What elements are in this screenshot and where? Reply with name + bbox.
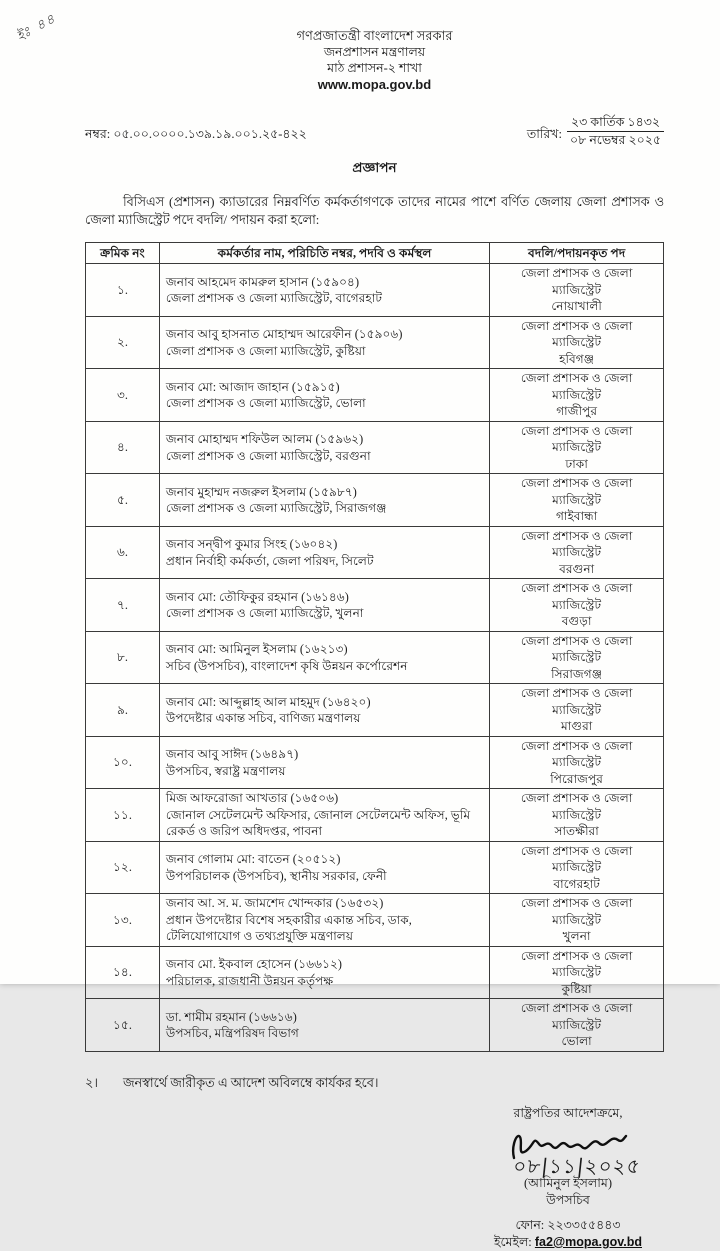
officer-current-post: পরিচালক, রাজধানী উন্নয়ন কর্তৃপক্ষ xyxy=(165,973,334,988)
officer-name: মিজ আফরোজা আখতার (১৬৫০৬) xyxy=(165,791,339,806)
serial-cell: ১৪. xyxy=(86,946,160,999)
table-row xyxy=(86,579,664,632)
serial-cell: ১১. xyxy=(86,789,160,842)
officer-current-post: সচিব (উপসচিব), বাংলাদেশ কৃষি উন্নয়ন কর্পোরেশন xyxy=(165,658,408,673)
new-post-district: নোয়াখালী xyxy=(551,299,602,314)
officer-cell xyxy=(159,474,489,527)
serial-cell: ৭. xyxy=(86,579,160,632)
table-row xyxy=(86,946,664,999)
table-row xyxy=(86,631,664,684)
officer-current-post: উপদেষ্টার একান্ত সচিব, বাণিজ্য মন্ত্রণালয় xyxy=(165,711,361,726)
new-post-district: সিরাজগঞ্জ xyxy=(551,666,603,681)
officer-cell xyxy=(159,264,489,317)
by-order-text: রাষ্ট্রপতির আদেশক্রমে, xyxy=(513,1105,623,1120)
new-post-district: গাজীপুর xyxy=(556,404,598,419)
new-post-title: জেলা প্রশাসক ও জেলা ম্যাজিস্ট্রেট xyxy=(520,581,633,612)
table-row xyxy=(86,894,664,947)
officer-current-post: জেলা প্রশাসক ও জেলা ম্যাজিস্ট্রেট, খুলনা xyxy=(165,606,364,621)
new-post-cell xyxy=(490,264,664,317)
officers-transfer-table xyxy=(85,242,664,1052)
memo-meta-row xyxy=(85,115,664,148)
government-name: গণপ্রজাতন্ত্রী বাংলাদেশ সরকার xyxy=(296,28,453,43)
new-post-cell xyxy=(490,999,664,1052)
ministry-name: জনপ্রশাসন মন্ত্রণালয় xyxy=(323,45,426,59)
phone-value: ২২৩৩৫৫৪৪৩ xyxy=(547,1217,621,1232)
new-post-district: গাইবান্ধা xyxy=(555,509,598,524)
officer-current-post: জেলা প্রশাসক ও জেলা ম্যাজিস্ট্রেট, বাগেরহাট xyxy=(165,291,382,306)
serial-cell: ৩. xyxy=(86,369,160,422)
table-header-row xyxy=(86,242,664,264)
officer-cell xyxy=(159,946,489,999)
officer-cell xyxy=(159,579,489,632)
handwritten-date: ০৮|১১|২০২৫ xyxy=(512,1153,643,1178)
new-post-district: ভোলা xyxy=(561,1034,592,1049)
new-post-district: হবিগঞ্জ xyxy=(559,351,595,366)
officer-current-post: জেলা প্রশাসক ও জেলা ম্যাজিস্ট্রেট, ভোলা xyxy=(165,396,366,411)
new-post-title: জেলা প্রশাসক ও জেলা ম্যাজিস্ট্রেট xyxy=(520,633,633,665)
col-header-officer: কর্মকর্তার নাম, পরিচিতি নম্বর, পদবি ও কর্মস্থল xyxy=(159,242,489,264)
officer-current-post: উপসচিব, স্বরাষ্ট্র মন্ত্রণালয় xyxy=(165,763,286,778)
new-post-title: জেলা প্রশাসক ও জেলা ম্যাজিস্ট্রেট xyxy=(520,686,633,717)
new-post-title: জেলা প্রশাসক ও জেলা ম্যাজিস্ট্রেট xyxy=(520,1001,633,1032)
document-letterhead xyxy=(85,28,664,93)
new-post-cell xyxy=(490,369,664,422)
officer-current-post: প্রধান উপদেষ্টার বিশেষ সহকারীর একান্ত সচিব, ডাক, টেলিযোগাযোগ ও তথ্যপ্রযুক্তি মন্ত্রণালয় xyxy=(165,912,412,944)
date-gregorian: ০৮ নভেম্বর ২০২৫ xyxy=(569,133,661,147)
new-post-district: কুষ্টিয়া xyxy=(561,981,592,996)
intro-paragraph: বিসিএস (প্রশাসন) ক্যাডারের নিম্নবর্ণিত কর্মকর্তাগণকে তাদের নামের পাশে বর্ণিত জেলায় জেলা প্রশাসক ও জেলা ম্যাজিস্ট্রেট পদে বদলি/ পদায়ন করা হলো: xyxy=(85,195,664,227)
new-post-title: জেলা প্রশাসক ও জেলা ম্যাজিস্ট্রেট xyxy=(520,371,633,402)
officer-name: জনাব মো. ইকবাল হোসেন (১৬৬১২) xyxy=(165,957,342,972)
new-post-district: মাগুরা xyxy=(560,719,593,734)
serial-cell: ১৩. xyxy=(86,894,160,947)
new-post-cell xyxy=(490,841,664,894)
officer-name: জনাব মো: আমিনুল ইসলাম (১৬২১৩) xyxy=(165,642,348,657)
officer-cell xyxy=(159,894,489,947)
officer-name: জনাব মুহাম্মদ নজরুল ইসলাম (১৫৯৮৭) xyxy=(165,484,357,499)
officer-name: জনাব মোহাম্মদ শফিউল আলম (১৫৯৬২) xyxy=(165,432,364,447)
officer-current-post: জেলা প্রশাসক ও জেলা ম্যাজিস্ট্রেট, কুষ্টিয়া xyxy=(165,343,366,358)
new-post-district: বাগেরহাট xyxy=(553,876,600,891)
phone-label: ফোন: xyxy=(515,1217,545,1232)
officer-current-post: প্রধান নির্বাহী কর্মকর্তা, জেলা পরিষদ, সিলেট xyxy=(165,553,374,568)
date-bangla: ২৩ কার্তিক ১৪৩২ xyxy=(567,115,664,132)
officer-cell xyxy=(159,369,489,422)
new-post-cell xyxy=(490,894,664,947)
officer-name: জনাব আবু হাসনাত মোহাম্মদ আরেফীন (১৫৯০৬) xyxy=(165,327,403,342)
officer-current-post: জেলা প্রশাসক ও জেলা ম্যাজিস্ট্রেট, বরগুনা xyxy=(165,448,371,463)
officer-cell xyxy=(159,631,489,684)
col-header-serial: ক্রমিক নং xyxy=(86,242,160,264)
memo-number xyxy=(85,126,307,148)
new-post-title: জেলা প্রশাসক ও জেলা ম্যাজিস্ট্রেট xyxy=(520,843,633,875)
website-url: www.mopa.gov.bd xyxy=(317,77,432,92)
new-post-title: জেলা প্রশাসক ও জেলা ম্যাজিস্ট্রেট xyxy=(520,738,633,770)
document-title: প্রজ্ঞাপন xyxy=(352,160,397,175)
new-post-district: পিরোজপুর xyxy=(550,771,604,786)
serial-cell: ৬. xyxy=(86,526,160,579)
table-row xyxy=(86,841,664,894)
email-label: ইমেইল: xyxy=(494,1234,532,1249)
signature-block xyxy=(494,1105,642,1251)
new-post-cell xyxy=(490,736,664,789)
signatory-designation: উপসচিব xyxy=(546,1192,590,1207)
new-post-district: ঢাকা xyxy=(565,456,588,471)
table-row xyxy=(86,526,664,579)
officer-name: জনাব গোলাম মো: বাতেন (২০৫১২) xyxy=(165,852,341,867)
officer-name: ডা. শামীম রহমান (১৬৬১৬) xyxy=(165,1009,297,1024)
new-post-title: জেলা প্রশাসক ও জেলা ম্যাজিস্ট্রেট xyxy=(520,266,633,297)
paragraph-text: জনস্বার্থে জারীকৃত এ আদেশ অবিলম্বে কার্যকর হবে। xyxy=(123,1075,379,1090)
new-post-title: জেলা প্রশাসক ও জেলা ম্যাজিস্ট্রেট xyxy=(520,896,633,927)
officer-cell xyxy=(159,999,489,1052)
officer-table-body xyxy=(86,264,664,1052)
table-row xyxy=(86,264,664,317)
signature-area xyxy=(85,1105,664,1251)
table-row xyxy=(86,474,664,527)
table-row xyxy=(86,421,664,474)
officer-name: জনাব মো: আব্দুল্লাহ আল মাহমুদ (১৬৪২০) xyxy=(165,694,371,709)
serial-cell: ৮. xyxy=(86,631,160,684)
officer-current-post: উপপরিচালক (উপসচিব), স্থানীয় সরকার, ফেনী xyxy=(165,868,387,883)
new-post-cell xyxy=(490,946,664,999)
new-post-district: বরগুনা xyxy=(559,561,595,576)
officer-name: জনাব মো: তৌফিকুর রহমান (১৬১৪৬) xyxy=(165,589,349,604)
new-post-cell xyxy=(490,789,664,842)
new-post-title: জেলা প্রশাসক ও জেলা ম্যাজিস্ট্রেট xyxy=(520,423,633,455)
new-post-cell xyxy=(490,631,664,684)
officer-cell xyxy=(159,841,489,894)
new-post-district: খুলনা xyxy=(562,929,591,944)
officer-cell xyxy=(159,736,489,789)
serial-cell: ১৫. xyxy=(86,999,160,1052)
officer-name: জনাব আহমেদ কামরুল হাসান (১৫৯০৪) xyxy=(165,274,360,289)
serial-cell: ৫. xyxy=(86,474,160,527)
table-row xyxy=(86,999,664,1052)
new-post-title: জেলা প্রশাসক ও জেলা ম্যাজিস্ট্রেট xyxy=(520,476,633,507)
new-post-title: জেলা প্রশাসক ও জেলা ম্যাজিস্ট্রেট xyxy=(520,528,633,560)
handwritten-mark: ইঃ ৪৪ xyxy=(14,10,60,45)
contact-phone xyxy=(494,1217,642,1234)
officer-name: জনাব আ. স. ম. জামশেদ খোন্দকার (১৬৫৩২) xyxy=(165,896,384,911)
serial-cell: ৪. xyxy=(86,421,160,474)
serial-cell: ১২. xyxy=(86,841,160,894)
new-post-title: জেলা প্রশাসক ও জেলা ম্যাজিস্ট্রেট xyxy=(520,791,633,822)
officer-cell xyxy=(159,684,489,737)
officer-current-post: জোনাল সেটেলমেন্ট অফিসার, জোনাল সেটেলমেন্ট অফিস, ভূমি রেকর্ড ও জরিপ অধিদপ্তর, পাবনা xyxy=(165,807,471,839)
officer-cell xyxy=(159,421,489,474)
new-post-cell xyxy=(490,684,664,737)
date-values xyxy=(567,115,664,148)
officer-cell xyxy=(159,316,489,369)
table-row xyxy=(86,316,664,369)
serial-cell: ১. xyxy=(86,264,160,317)
table-row xyxy=(86,684,664,737)
new-post-cell xyxy=(490,579,664,632)
contact-email xyxy=(494,1234,642,1251)
officer-name: জনাব মো: আজাদ জাহান (১৫৯১৫) xyxy=(165,379,340,394)
new-post-title: জেলা প্রশাসক ও জেলা ম্যাজিস্ট্রেট xyxy=(520,318,633,350)
table-row xyxy=(86,369,664,422)
serial-cell: ৯. xyxy=(86,684,160,737)
officer-cell xyxy=(159,526,489,579)
new-post-cell xyxy=(490,474,664,527)
officer-cell xyxy=(159,789,489,842)
col-header-new-post: বদলি/পদায়নকৃত পদ xyxy=(490,242,664,264)
paragraph-number: ২। xyxy=(85,1075,98,1090)
memo-date xyxy=(527,115,664,148)
memo-number-value: ০৫.০০.০০০০.১৩৯.১৯.০০১.২৫-৪২২ xyxy=(113,127,307,141)
new-post-cell xyxy=(490,316,664,369)
new-post-district: বগুড়া xyxy=(561,614,592,629)
new-post-cell xyxy=(490,421,664,474)
closing-paragraph xyxy=(85,1074,664,1095)
serial-cell: ২. xyxy=(86,316,160,369)
new-post-title: জেলা প্রশাসক ও জেলা ম্যাজিস্ট্রেট xyxy=(520,948,633,980)
date-label: তারিখ: xyxy=(526,127,562,141)
new-post-cell xyxy=(490,526,664,579)
email-link[interactable]: fa2@mopa.gov.bd xyxy=(534,1234,642,1249)
officer-current-post: উপসচিব, মন্ত্রিপরিষদ বিভাগ xyxy=(165,1026,299,1041)
memo-number-label: নম্বর: xyxy=(85,127,111,141)
new-post-district: সাতক্ষীরা xyxy=(554,824,599,839)
officer-name: জনাব সন্দ্বীপ কুমার সিংহ (১৬০৪২) xyxy=(165,537,338,552)
table-row xyxy=(86,789,664,842)
officer-name: জনাব আবু সাঈদ (১৬৪৯৭) xyxy=(165,747,299,762)
table-row xyxy=(86,736,664,789)
officer-current-post: জেলা প্রশাসক ও জেলা ম্যাজিস্ট্রেট, সিরাজগঞ্জ xyxy=(165,501,387,516)
signatory-name: (আমিনুল ইসলাম) xyxy=(524,1175,612,1190)
branch-name: মাঠ প্রশাসন-২ শাখা xyxy=(327,61,422,75)
serial-cell: ১০. xyxy=(86,736,160,789)
